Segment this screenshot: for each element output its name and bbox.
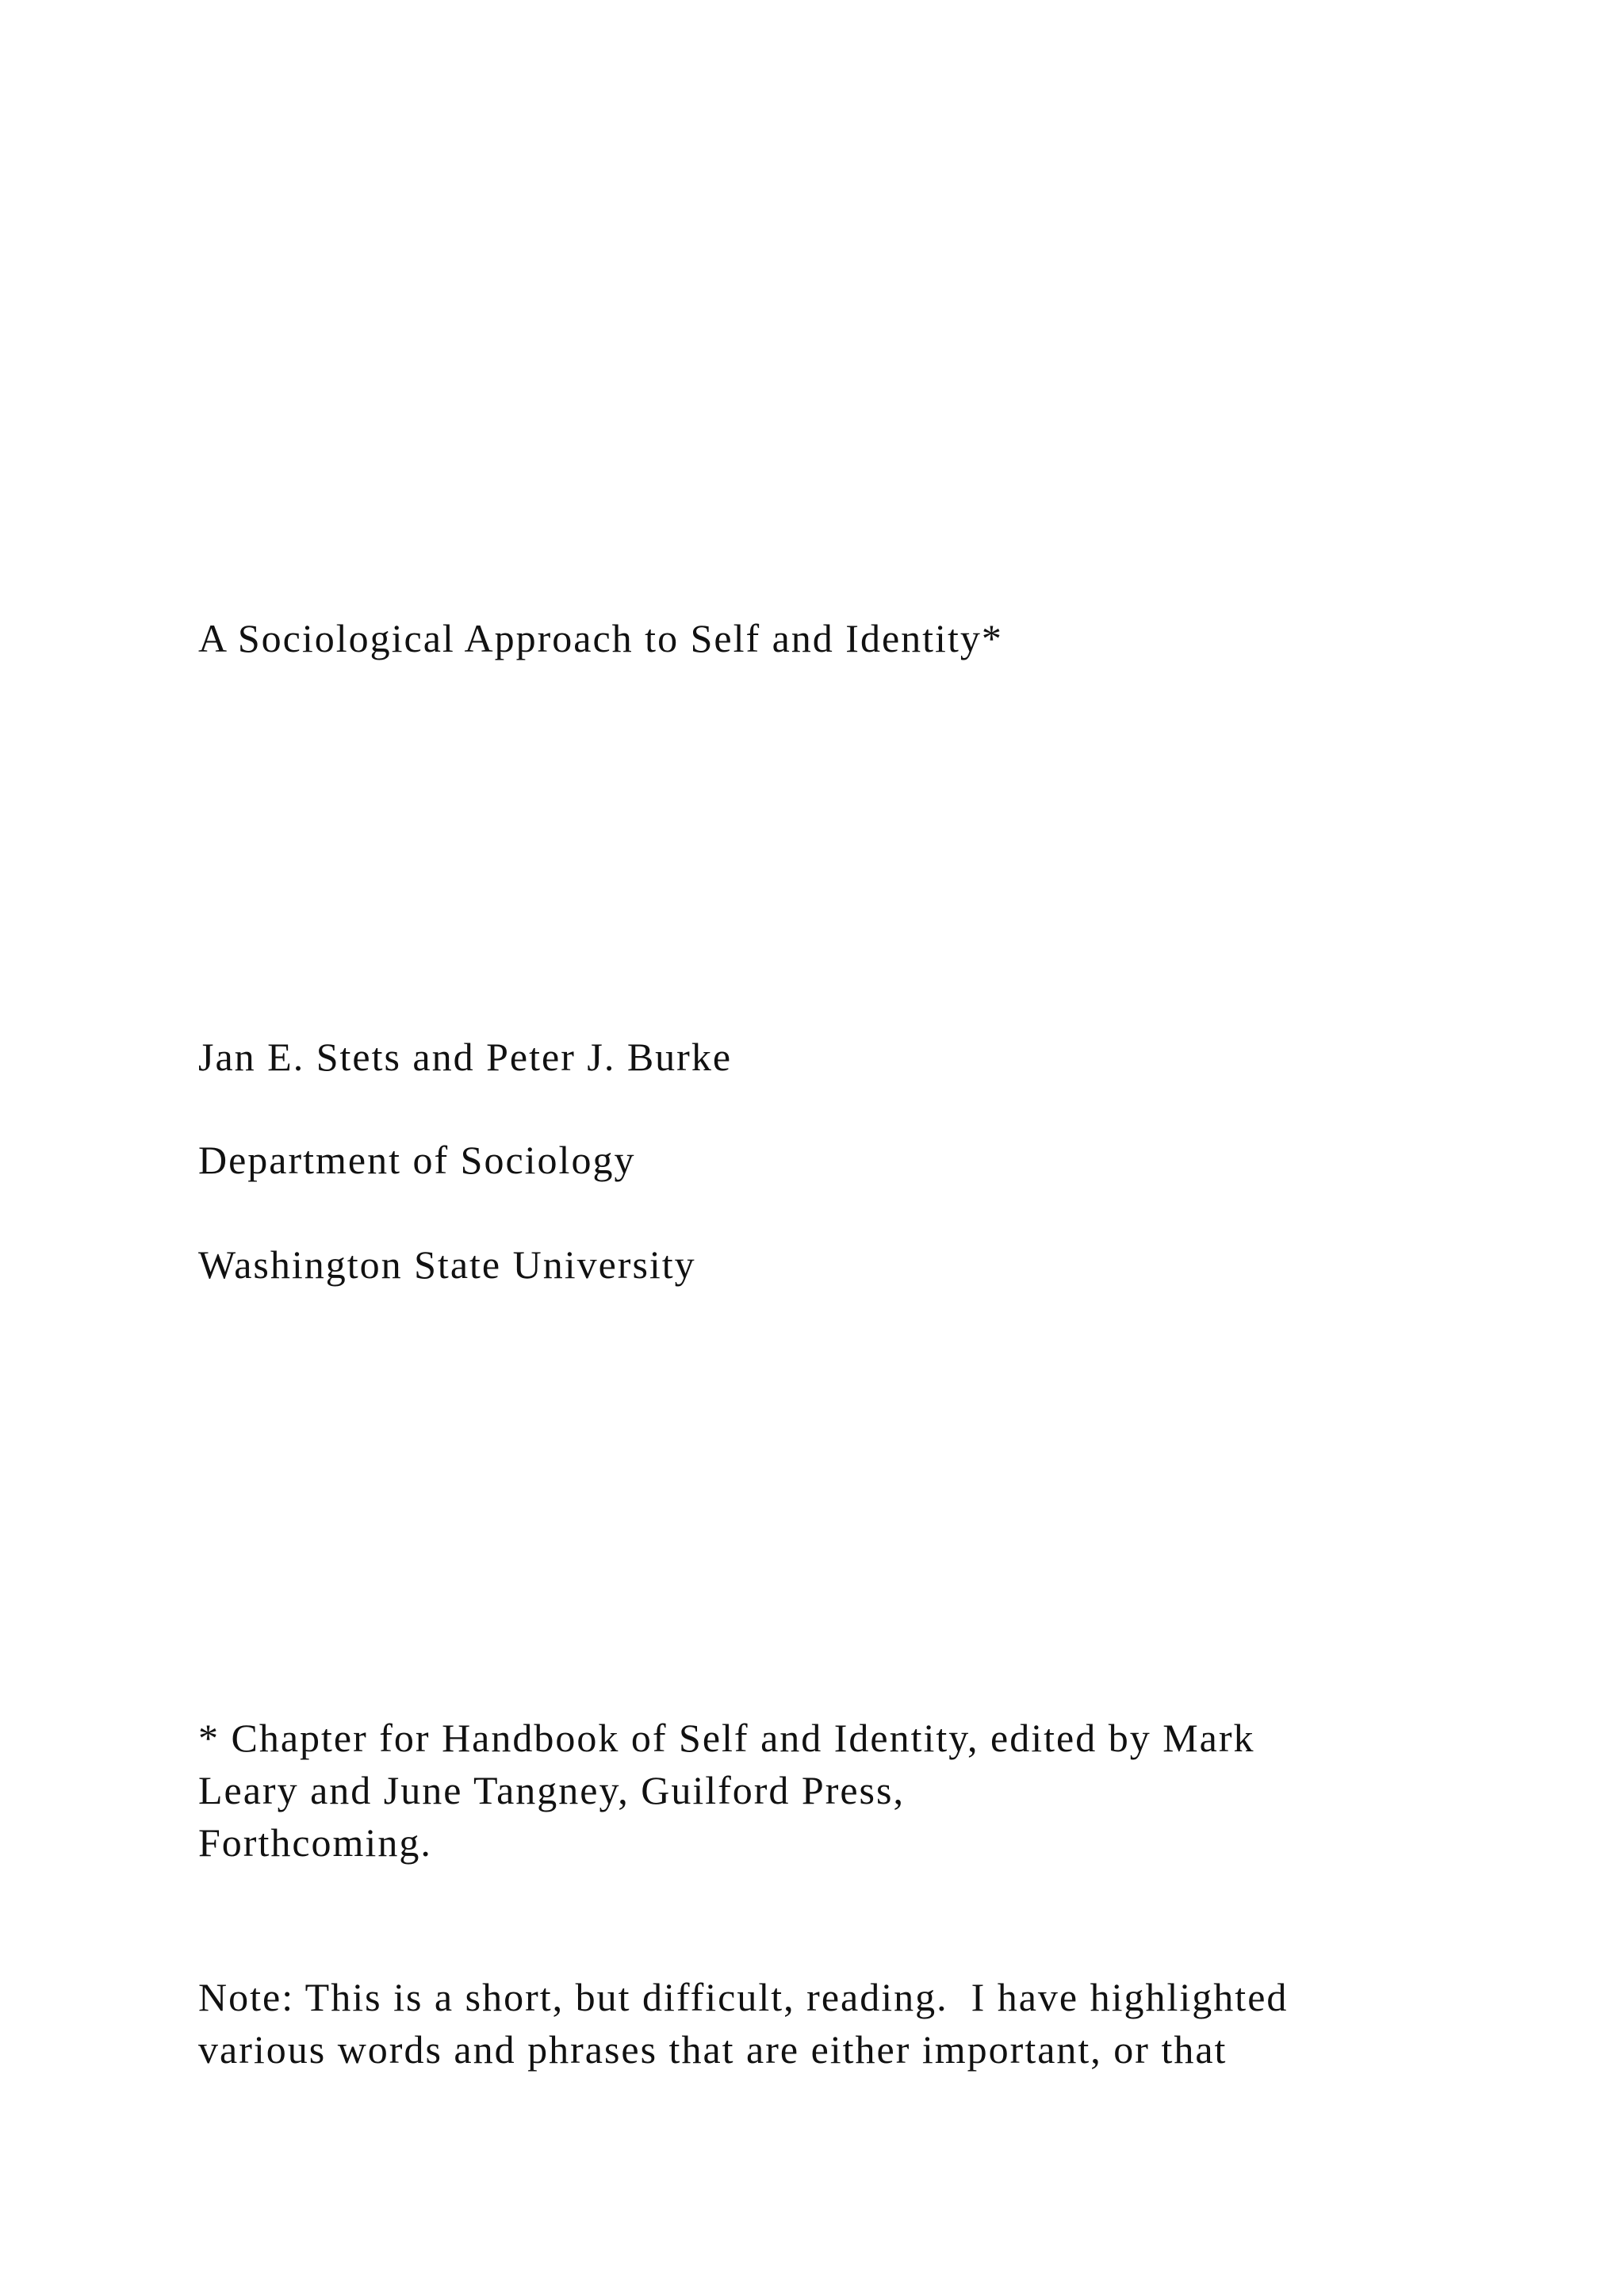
note-line: Note: This is a short, but difficult, reading. I have highlighted [198, 1975, 1289, 2019]
document-title: A Sociological Approach to Self and Identity* [198, 616, 1003, 660]
footnote-line: Leary and June Tangney, Guilford Press, [198, 1768, 905, 1812]
university-name: Washington State University [198, 1242, 696, 1287]
footnote-line: Forthcoming. [198, 1820, 432, 1865]
footnote-line: * Chapter for Handbook of Self and Identity, edited by Mark [198, 1716, 1255, 1760]
note-line: various words and phrases that are either important, or that [198, 2027, 1228, 2072]
author-names: Jan E. Stets and Peter J. Burke [198, 1035, 733, 1079]
department-name: Department of Sociology [198, 1138, 636, 1182]
